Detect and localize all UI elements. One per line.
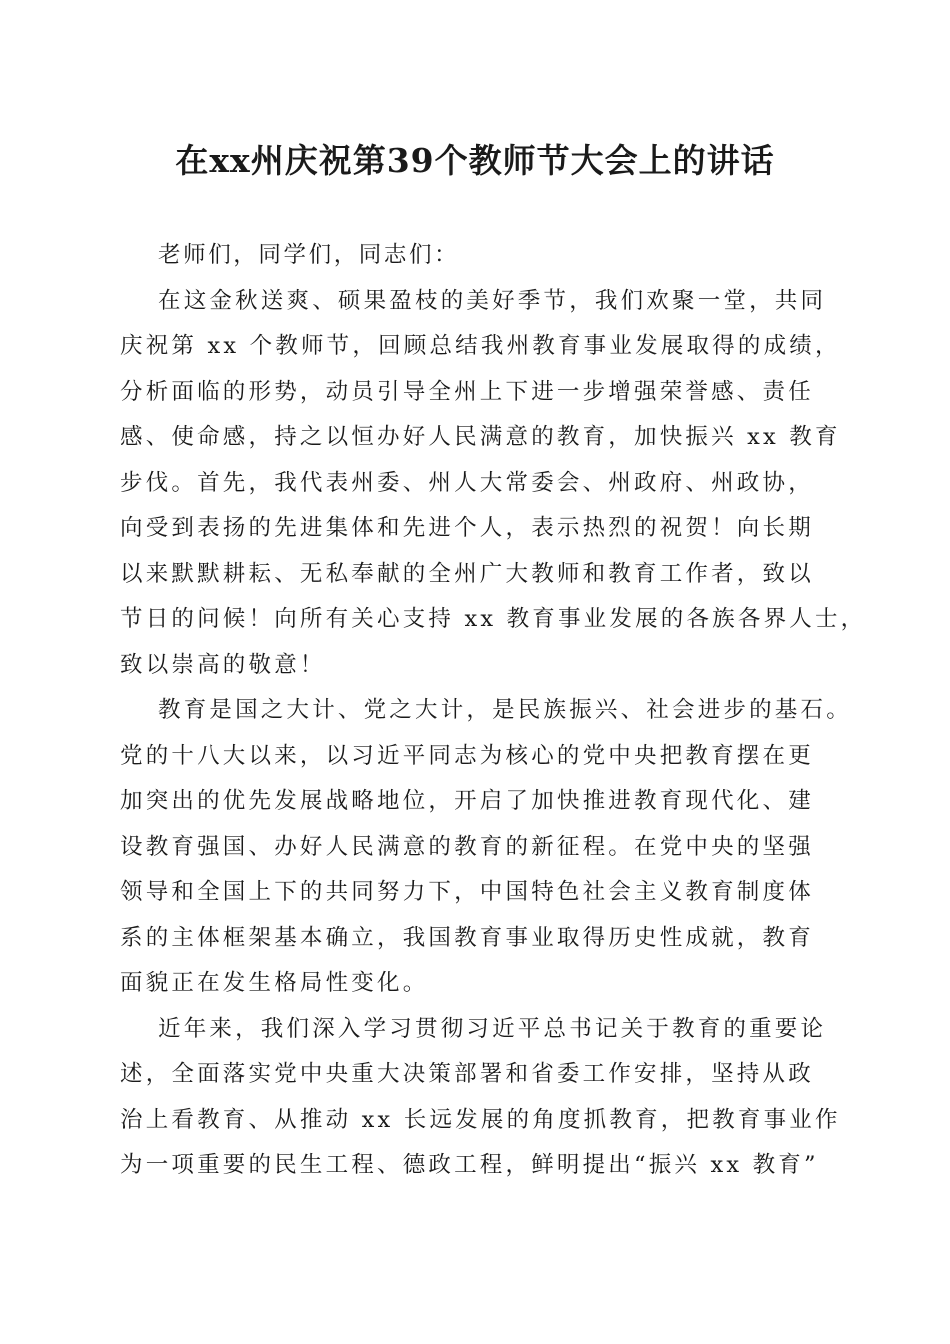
text-line: 在这金秋送爽、硕果盈枝的美好季节，我们欢聚一堂，共同 bbox=[158, 287, 827, 314]
text-line: 庆祝第 xx 个教师节，回顾总结我州教育事业发展取得的成绩， bbox=[120, 333, 841, 359]
text-line: 领导和全国上下的共同努力下，中国特色社会主义教育制度体 bbox=[120, 879, 814, 905]
text-line: 为一项重要的民生工程、德政工程，鲜明提出“振兴 xx 教育” bbox=[120, 1152, 819, 1178]
paragraph-lines bbox=[120, 279, 867, 1189]
document-title: 在xx州庆祝第39个教师节大会上的讲话 bbox=[175, 141, 775, 180]
text-line: 治上看教育、从推动 xx 长远发展的角度抓教育，把教育事业作 bbox=[120, 1106, 841, 1133]
text-line: 以来默默耕耘、无私奉献的全州广大教师和教育工作者，致以 bbox=[120, 560, 814, 587]
text-line: 向受到表扬的先进集体和先进个人，表示热烈的祝贺！向长期 bbox=[120, 515, 814, 541]
text-line: 步伐。首先，我代表州委、州人大常委会、州政府、州政协， bbox=[120, 469, 814, 496]
text-line: 加突出的优先发展战略地位，开启了加快推进教育现代化、建 bbox=[120, 788, 814, 814]
text-line: 系的主体框架基本确立，我国教育事业取得历史性成就，教育 bbox=[120, 924, 814, 951]
text-line: 节日的问候！向所有关心支持 xx 教育事业发展的各族各界人士， bbox=[120, 606, 867, 632]
text-line: 面貌正在发生格局性变化。 bbox=[120, 970, 429, 996]
text-line: 设教育强国、办好人民满意的教育的新征程。在党中央的坚强 bbox=[120, 833, 814, 860]
text-line: 党的十八大以来，以习近平同志为核心的党中央把教育摆在更 bbox=[120, 742, 814, 769]
text-line: 近年来，我们深入学习贯彻习近平总书记关于教育的重要论 bbox=[158, 1015, 827, 1042]
document-body bbox=[120, 233, 867, 1189]
text-line: 感、使命感，持之以恒办好人民满意的教育，加快振兴 xx 教育 bbox=[120, 424, 841, 450]
text-line: 述，全面落实党中央重大决策部署和省委工作安排，坚持从政 bbox=[120, 1061, 814, 1087]
text-line: 致以崇高的敬意！ bbox=[120, 651, 326, 678]
salutation-line: 老师们，同学们，同志们： bbox=[158, 242, 460, 268]
text-line: 教育是国之大计、党之大计，是民族振兴、社会进步的基石。 bbox=[158, 697, 852, 723]
text-line: 分析面临的形势，动员引导全州上下进一步增强荣誉感、责任 bbox=[120, 378, 814, 405]
